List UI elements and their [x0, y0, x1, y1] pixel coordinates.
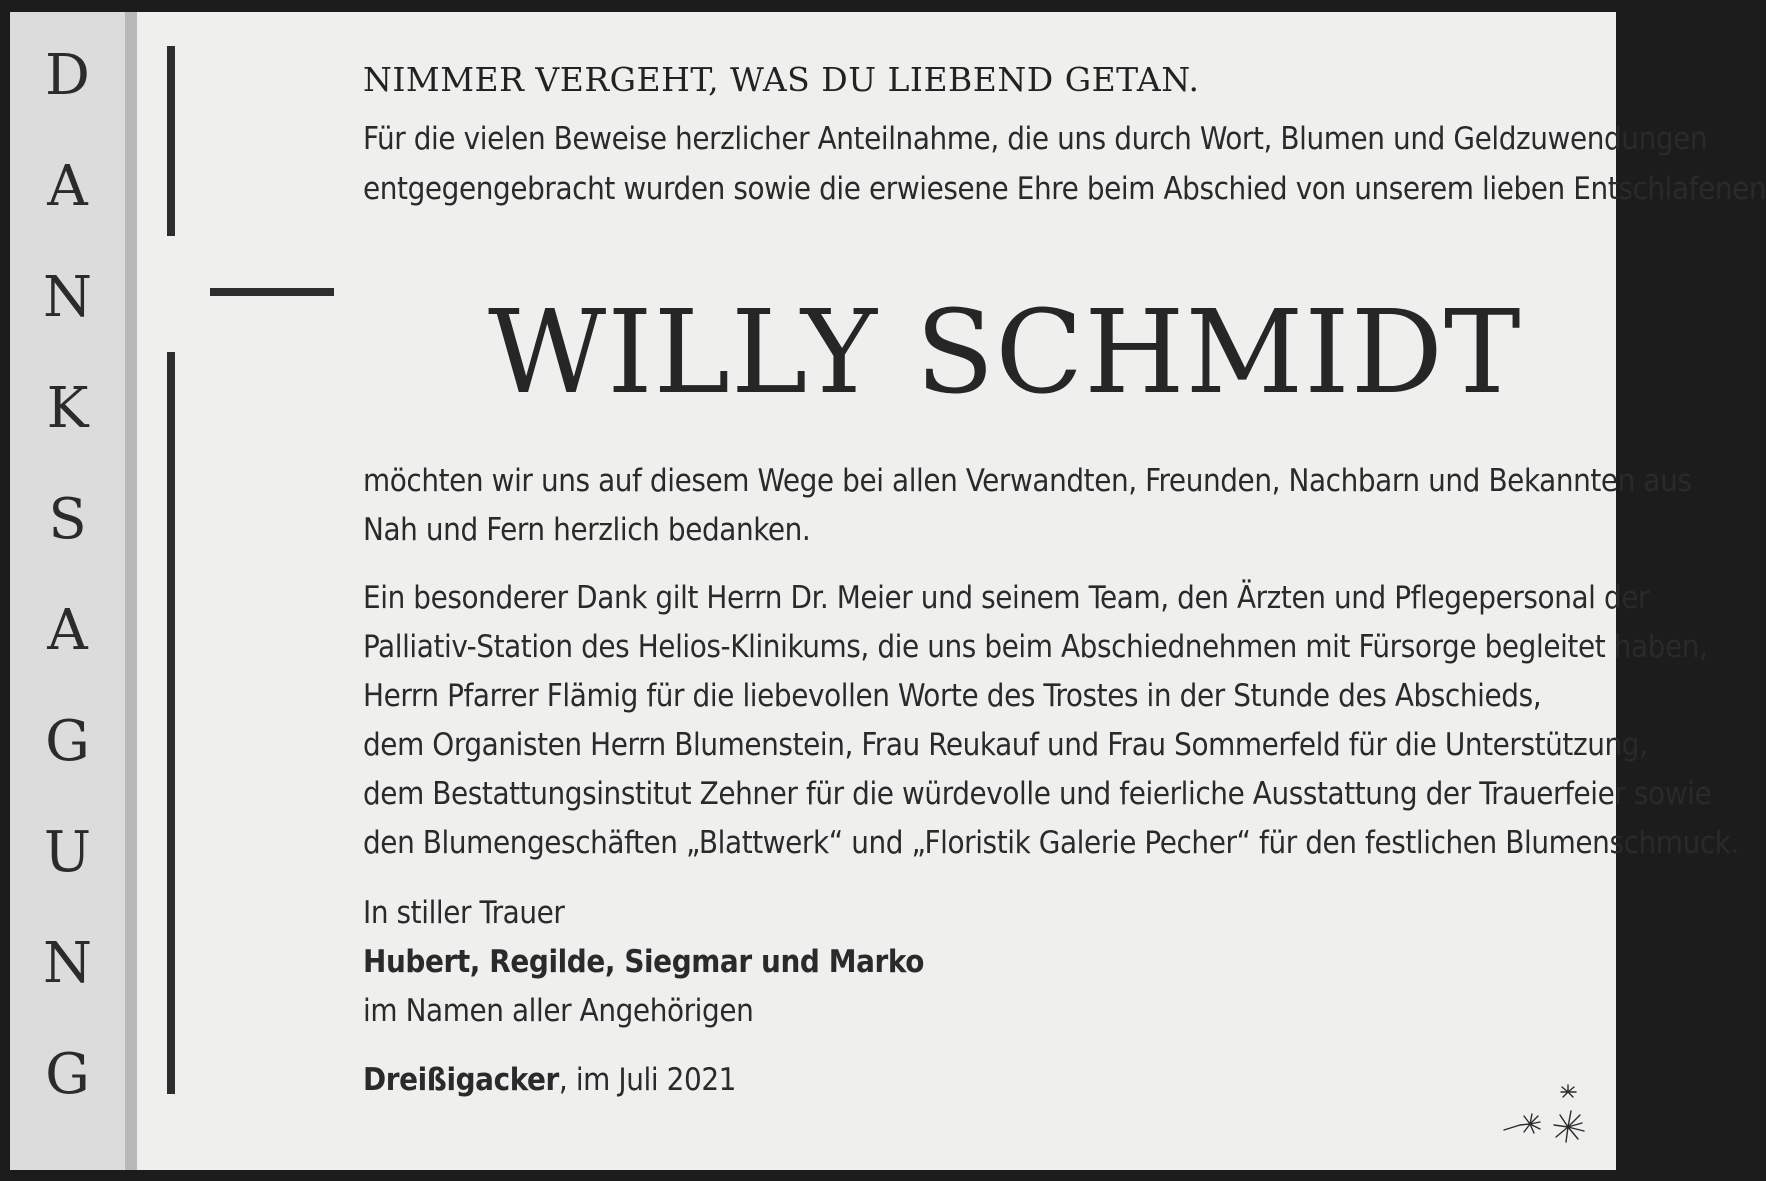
dandelion-seeds-icon	[1500, 1072, 1600, 1152]
side-letter: D	[45, 43, 90, 108]
side-letter: U	[43, 820, 92, 885]
motto: NIMMER VERGEHT, WAS DU LIEBEND GETAN.	[363, 60, 1200, 99]
side-letter: N	[43, 931, 92, 996]
horizontal-rule	[210, 288, 334, 296]
special-thanks-line: Palliativ-Station des Helios-Klinikums, die uns beim Abschiednehmen mit Fürsorge begleitet haben,	[363, 629, 1708, 665]
side-band	[10, 12, 125, 1170]
closing-line: In stiller Trauer	[363, 895, 565, 931]
side-letter: N	[43, 265, 92, 330]
special-thanks-line: Herrn Pfarrer Flämig für die liebevollen Worte des Trostes in der Stunde des Abschieds,	[363, 678, 1542, 714]
place: Dreißigacker	[363, 1062, 559, 1098]
intro-line: entgegengebracht wurden sowie die erwiesene Ehre beim Abschied von unserem lieben Entschlafenen	[363, 171, 1766, 207]
vertical-rule-top	[167, 46, 175, 236]
side-letter: K	[46, 376, 89, 441]
deceased-name: WILLY SCHMIDT	[488, 286, 1522, 420]
side-letter: A	[47, 598, 88, 663]
side-letter: G	[45, 1042, 90, 1107]
thanks-line: Nah und Fern herzlich bedanken.	[363, 512, 811, 548]
special-thanks-line: den Blumengeschäften „Blattwerk“ und „Floristik Galerie Pecher“ für den festlichen Blumenschmuck.	[363, 825, 1739, 861]
special-thanks-line: dem Organisten Herrn Blumenstein, Frau Reukauf und Frau Sommerfeld für die Unterstützung,	[363, 727, 1648, 763]
thanks-line: möchten wir uns auf diesem Wege bei allen Verwandten, Freunden, Nachbarn und Bekannten aus	[363, 463, 1692, 499]
side-letter: A	[47, 154, 88, 219]
side-letter: G	[45, 709, 90, 774]
side-stripe	[125, 12, 137, 1170]
date: , im Juli 2021	[558, 1062, 737, 1098]
place-date	[363, 1055, 736, 1105]
side-letter: S	[48, 487, 87, 552]
mourner-names: Hubert, Regilde, Siegmar und Marko	[363, 944, 924, 980]
vertical-rule-bottom	[167, 352, 175, 1094]
closing-line: im Namen aller Angehörigen	[363, 993, 754, 1029]
special-thanks-line: dem Bestattungsinstitut Zehner für die würdevolle und feierliche Ausstattung der Trauerfeier sowie	[363, 776, 1712, 812]
obituary-card	[10, 12, 1766, 1170]
intro-line: Für die vielen Beweise herzlicher Anteilnahme, die uns durch Wort, Blumen und Geldzuwendungen	[363, 121, 1708, 157]
special-thanks-line: Ein besonderer Dank gilt Herrn Dr. Meier und seinem Team, den Ärzten und Pflegepersonal der	[363, 580, 1650, 616]
